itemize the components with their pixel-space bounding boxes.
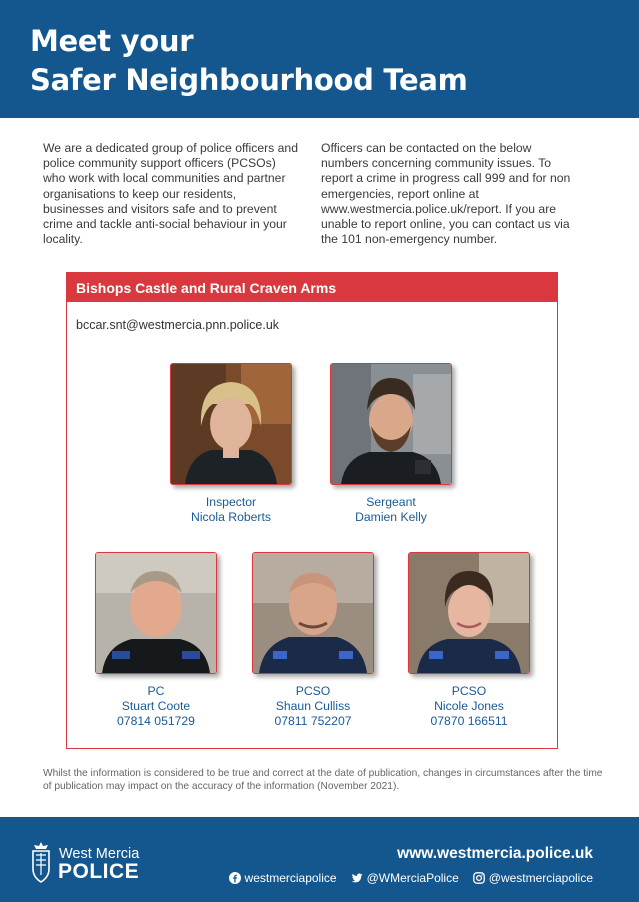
officer-role: Inspector — [205, 495, 257, 509]
page-footer — [0, 817, 639, 902]
page-title — [30, 22, 468, 100]
officer-role: PC — [147, 684, 165, 698]
intro-text-left: We are a dedicated group of police officers and police community support officers (PCSOs) who work with local communities and partner organisations to keep our residents, businesses and visitors safe and to prevent crime and tackle anti-social behaviour in your locality. — [43, 141, 298, 247]
page-header — [0, 0, 639, 118]
brand-name-bottom: POLICE — [58, 860, 140, 883]
officer-role: Sergeant — [366, 495, 416, 509]
facebook-icon — [229, 872, 241, 884]
title-line-2: Safer Neighbourhood Team — [30, 63, 468, 97]
team-card-header — [67, 273, 557, 302]
twitter-handle: @WMerciaPolice — [366, 871, 459, 885]
officer-name: Stuart Coote — [121, 699, 191, 714]
instagram-link[interactable] — [473, 871, 593, 885]
officer-caption-pc — [76, 684, 236, 730]
officer-phone[interactable]: 07814 051729 — [117, 714, 195, 729]
brand-name-top: West Mercia — [59, 846, 140, 862]
officer-caption-inspector — [151, 495, 311, 525]
officer-role: PCSO — [451, 684, 487, 698]
officer-role: PCSO — [295, 684, 331, 698]
officer-phone[interactable]: 07870 166511 — [430, 714, 508, 729]
officer-photo-pcso-nicole — [408, 552, 530, 674]
police-crest-icon — [30, 841, 52, 883]
facebook-handle: westmerciapolice — [244, 871, 337, 885]
instagram-handle: @westmerciapolice — [488, 871, 593, 885]
officer-name: Nicola Roberts — [191, 510, 271, 525]
website-link[interactable]: www.westmercia.police.uk — [397, 845, 593, 862]
officer-caption-pcso-nicole — [389, 684, 549, 730]
officer-photo-pc — [95, 552, 217, 674]
facebook-link[interactable] — [229, 871, 337, 885]
officer-photo-pcso-shaun — [252, 552, 374, 674]
officer-name: Shaun Culliss — [275, 699, 351, 714]
officer-name: Damien Kelly — [355, 510, 427, 525]
twitter-icon — [351, 872, 363, 884]
team-email[interactable]: bccar.snt@westmercia.pnn.police.uk — [76, 318, 280, 332]
team-card — [66, 272, 558, 749]
team-name: Bishops Castle and Rural Craven Arms — [76, 280, 337, 296]
instagram-icon — [473, 872, 485, 884]
officer-name: Nicole Jones — [434, 699, 504, 714]
disclaimer: Whilst the information is considered to be true and correct at the date of publication, changes in circumstances after the time of publication may impact on the accuracy of the information (November 2021). — [43, 768, 603, 792]
officer-caption-sergeant — [311, 495, 471, 525]
officer-photo-sergeant — [330, 363, 452, 485]
title-line-1: Meet your — [30, 24, 194, 58]
officer-photo-inspector — [170, 363, 292, 485]
intro-text-right: Officers can be contacted on the below numbers concerning community issues. To report a crime in progress call 999 and for non emergencies, report online at www.westmercia.police.uk/report. If you are unable to report online, you can contact us via the 101 non-emergency number. — [321, 141, 571, 247]
social-links — [229, 871, 593, 885]
officer-caption-pcso-shaun — [233, 684, 393, 730]
officer-phone[interactable]: 07811 752207 — [274, 714, 352, 729]
twitter-link[interactable] — [351, 871, 459, 885]
